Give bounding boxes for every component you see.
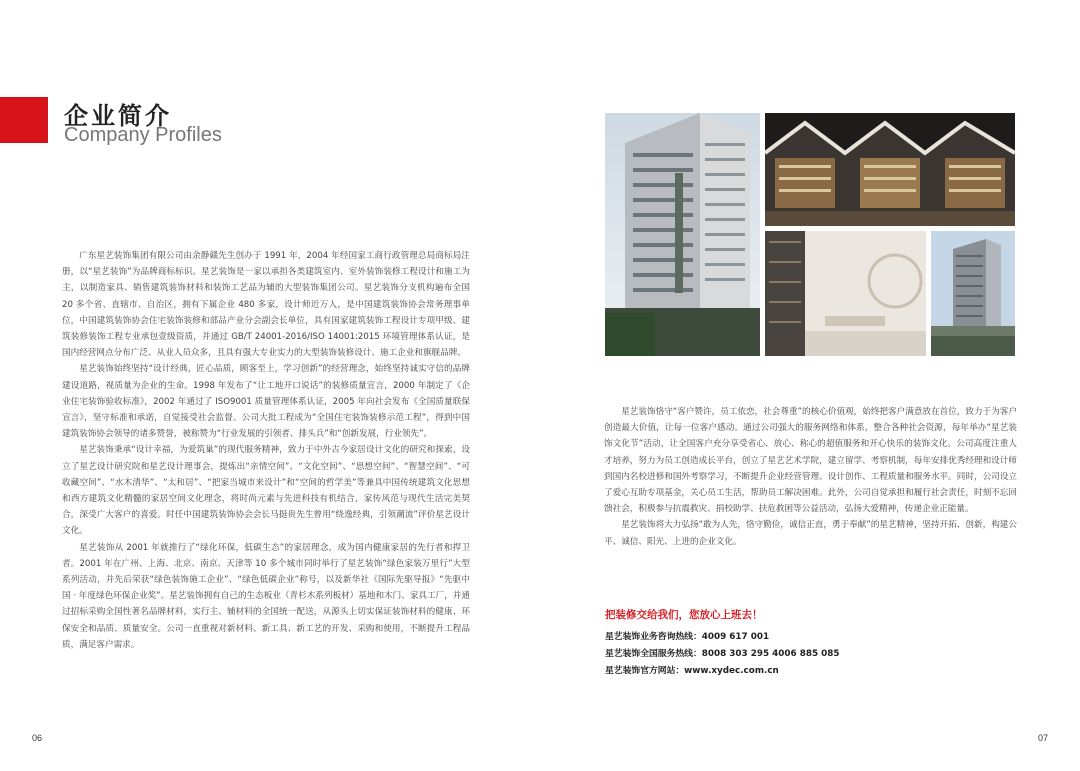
page-title-en: Company Profiles (64, 124, 222, 146)
page-title-cn: 企业简介 (64, 102, 172, 130)
service-hotline: 星艺装饰全国服务热线：8008 303 295 4006 885 085 (605, 649, 840, 659)
values-paragraph: 星艺装饰恪守“客户赞许，员工依恋，社会尊重”的核心价值观，始终把客户满意放在首位，致力于为客户创造最大价值，让每一位客户感动。通过公司强大的服务网络和体系，整合各种社会资源，每年举办“星艺装饰文化节”活动，让全国客户充分享受省心、放心、称心的超值服务和开心快乐的装饰文化。公司高度注重人才培养，努力为员工创造成长平台，创立了星艺艺术学院，建立留学、考察机制，每年安排优秀经理和设计师到国内名校进修和国外考察学习，不断提升企业经营管理、设计创作、工程质量和服务水平。同时，公司设立了爱心互助专项基金，关心员工生活，帮助员工解决困难。此外，公司自觉承担和履行社会责任，时刻不忘回馈社会，积极参与抗震救灾、捐校助学、扶危救困等公益活动，弘扬大爱精神，传递企业正能量。 (604, 407, 1017, 515)
page-number: 07 (1037, 733, 1048, 743)
official-website[interactable]: 星艺装饰官方网站：www.xydec.com.cn (605, 666, 779, 676)
bookstore-interior-photo (765, 113, 1015, 226)
intro-paragraph: 星艺装饰始终坚持“设计经典，匠心品质，顾客至上，学习创新”的经营理念，始终坚持诚实守信的品牌建设道路，视质量为企业的生命。1998 年发布了“让工地开口说话”的装修质量宣言，2000 年制定了《企业住宅装饰验收标准》，2002 年通过了 ISO9001 质量管理体系认证，2005 年向社会发布《全国质量联保宣言》，坚守标准和承诺，自觉接受社会监督。公司大批工程成为“全国住宅装饰装修示范工程”，得到中国建筑装饰协会领导的诸多赞誉，被称赞为“行业发展的引领者、排头兵”和“创新发展，行业领先”。 (62, 364, 470, 440)
red-accent-block (0, 97, 48, 143)
intro-paragraph: 星艺装饰秉承“设计幸福，为爱筑巢”的现代服务精神，致力于中外古今家居设计文化的研究和探索，设立了星艺设计研究院和星艺设计理事会，提炼出“亲情空间”、“文化空间”、“思想空间”、“智慧空间”、“可收藏空间”、“水木清华”、“太和居”、“把家当城市来设计”和“空间的哲学美”等兼具中国传统建筑文化思想和西方建筑文化精髓的家居空间文化理念，将时尚元素与先进科技有机结合，家传风范与现代生活完美契合，深受广大客户的喜爱。时任中国建筑装饰协会会长马挺贵先生曾用“绕逸经典，引领潮流”评价星艺设计文化。 (62, 445, 470, 537)
building-exterior-photo (605, 113, 760, 356)
values-paragraph: 星艺装饰将大力弘扬“敢为人先，恪守勤俭，诚信正直，勇于奉献”的星艺精神，坚持开拓、创新，构建公平、诚信、阳光、上进的企业文化。 (604, 520, 1017, 547)
contact-block (605, 607, 1025, 680)
intro-paragraph: 广东星艺装饰集团有限公司由余静赣先生创办于 1991 年，2004 年经国家工商行政管理总局商标局注册，以“星艺装饰”为品牌商标标识。星艺装饰是一家以承担各类建筑室内、室外装饰装修工程设计和施工为主，以制造家具、销售建筑装饰材料和装饰工艺品为辅的大型装饰集团公司。星艺装饰分支机构遍布全国 20 多个省、直辖市、自治区，拥有下属企业 480 多家，设计师近万人，是中国建筑装饰协会常务理事单位，中国建筑装饰协会住宅装饰装修和部品产业分会副会长单位，具有国家建筑装饰工程设计专项甲级、建筑装修装饰工程专业承包壹级资质，并通过 GB/T 24001-2016/ISO 14001:2015 环境管理体系认证，是国内经营网点分布广泛、从业人员众多，且具有强大专业实力的大型装饰装修设计、施工企业和旗舰品牌。 (62, 251, 470, 359)
right-page (540, 0, 1080, 771)
office-interior-photo (765, 231, 926, 356)
page-number: 06 (32, 733, 43, 743)
company-values-text (604, 404, 1017, 550)
intro-paragraph: 星艺装饰从 2001 年就推行了“绿化环保，低碳生态”的家居理念，成为国内健康家居的先行者和捍卫者。2001 年在广州、上海、北京、南京、天津等 10 多个城市同时举行了星艺装饰“绿色家装万里行”大型系列活动，并先后荣获“绿色装饰施工企业”、“绿色低碳企业”称号，以及新华社《国际先驱导报》“先驱中国 · 年度绿色环保企业奖”。星艺装饰拥有自己的生态板业（青杉木系列板材）基地和木门、家具工厂，并通过招标采购全国性著名品牌材料，实行主、辅材料的全国统一配送，从源头上切实保证装饰材料的健康、环保安全和品质、质量安全。公司一直重视对新材料、新工具、新工艺的开发、采购和使用，不断提升工程品质，满足客户需求。 (62, 542, 470, 650)
company-intro-text (62, 248, 470, 653)
contact-headline: 把装修交给我们，您放心上班去！ (605, 609, 763, 621)
business-hotline: 星艺装饰业务咨询热线：4009 617 001 (605, 632, 770, 642)
highrise-photo (931, 231, 1015, 356)
